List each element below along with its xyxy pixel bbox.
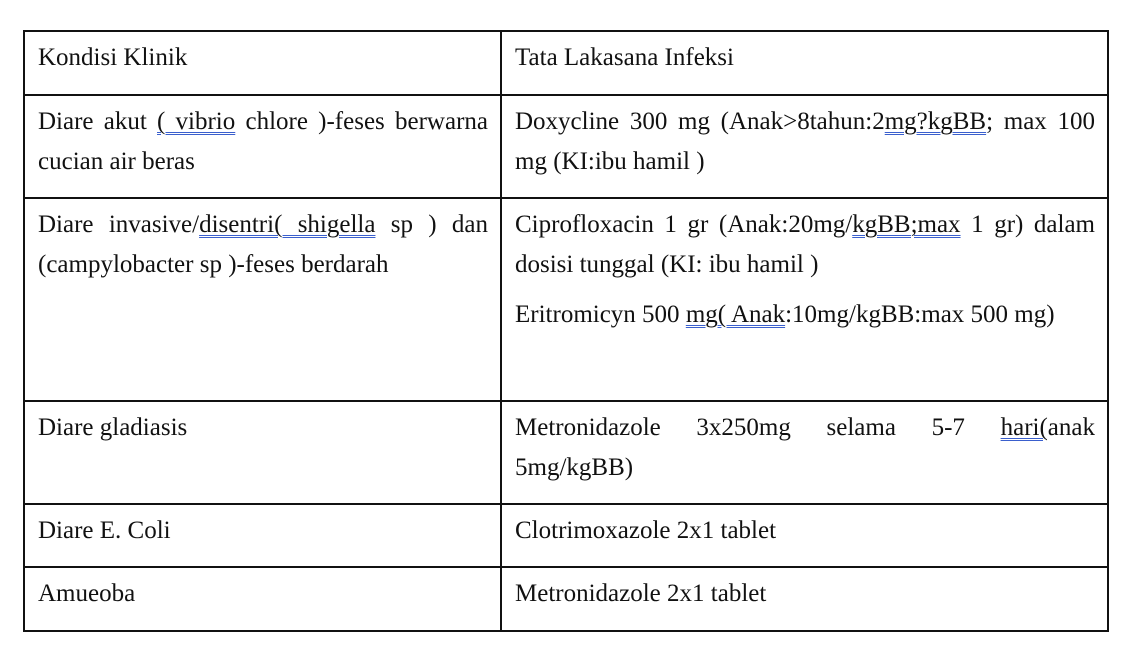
spellcheck-mark: mg( Anak xyxy=(685,301,786,328)
spellcheck-mark: disentri( shigella xyxy=(199,211,376,238)
table-row xyxy=(24,198,1108,401)
treatment-table xyxy=(23,30,1109,632)
kondisi-cell: Diare akut ( vibrio chlore )-feses berwarna cucian air beras xyxy=(24,95,501,198)
kondisi-cell: Diare E. Coli xyxy=(24,504,501,567)
header-tata-lakasana: Tata Lakasana Infeksi xyxy=(501,31,1108,95)
tata-cell: Doxycline 300 mg (Anak>8tahun:2mg?kgBB; max 100 mg (KI:ibu hamil ) xyxy=(501,95,1108,198)
spellcheck-mark: ( vibrio xyxy=(157,108,236,135)
table-header-row xyxy=(24,31,1108,95)
spellcheck-mark: kgBB;max xyxy=(852,211,961,238)
tata-cell: Metronidazole 2x1 tablet xyxy=(501,567,1108,631)
kondisi-cell: Diare invasive/disentri( shigella sp ) dan (campylobacter sp )-feses berdarah xyxy=(24,198,501,401)
tata-cell: Metronidazole 3x250mg selama 5-7 hari(anak 5mg/kgBB) xyxy=(501,401,1108,504)
table-row xyxy=(24,504,1108,567)
table-row xyxy=(24,401,1108,504)
kondisi-cell: Amueoba xyxy=(24,567,501,631)
table-row xyxy=(24,95,1108,198)
header-kondisi-klinik: Kondisi Klinik xyxy=(24,31,501,95)
tata-cell: Clotrimoxazole 2x1 tablet xyxy=(501,504,1108,567)
spellcheck-mark: mg?kgBB xyxy=(884,108,987,135)
table-row xyxy=(24,567,1108,631)
kondisi-cell: Diare gladiasis xyxy=(24,401,501,504)
tata-cell: Ciprofloxacin 1 gr (Anak:20mg/kgBB;max 1 gr) dalam dosisi tunggal (KI: ibu hamil ) Eritromicyn 500 mg( Anak:10mg/kgBB:max 500 mg) xyxy=(501,198,1108,401)
spellcheck-mark: hari( xyxy=(1000,414,1048,441)
